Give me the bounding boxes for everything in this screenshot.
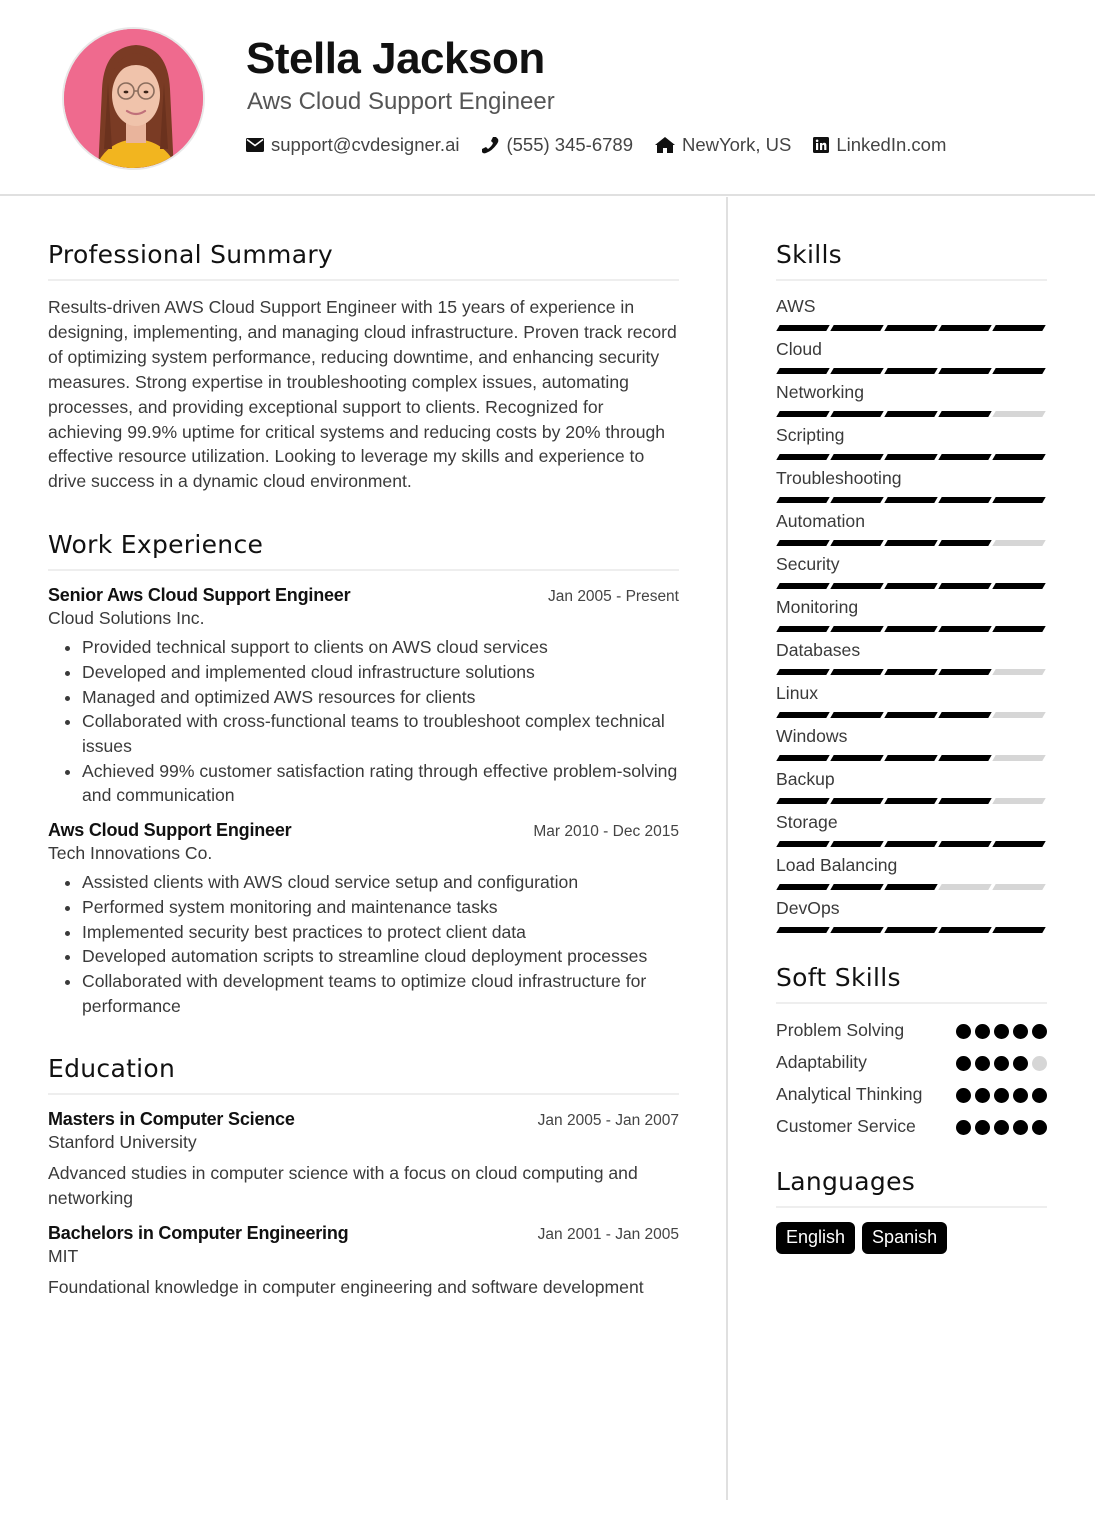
level-segment-filled — [938, 712, 991, 718]
rating-dot-filled — [956, 1024, 971, 1039]
skill-item — [776, 854, 1047, 890]
skill-item — [776, 596, 1047, 632]
skills-list — [776, 295, 1047, 933]
skill-level-bar — [776, 368, 1047, 374]
level-segment-filled — [776, 454, 829, 460]
rating-dot-filled — [975, 1120, 990, 1135]
rating-dot-filled — [1032, 1024, 1047, 1039]
level-segment-empty — [992, 712, 1045, 718]
skill-name: Cloud — [776, 339, 822, 359]
sidebar-column — [776, 240, 1047, 1254]
level-segment-filled — [938, 583, 991, 589]
education-section — [48, 1054, 679, 1299]
soft-skills-section — [776, 963, 1047, 1139]
envelope-icon — [246, 138, 264, 152]
level-segment-filled — [830, 411, 883, 417]
level-segment-filled — [938, 927, 991, 933]
level-segment-filled — [884, 798, 937, 804]
skill-item — [776, 381, 1047, 417]
level-segment-filled — [884, 712, 937, 718]
level-segment-filled — [830, 454, 883, 460]
job-title: Aws Cloud Support Engineer — [48, 820, 292, 841]
level-segment-filled — [884, 325, 937, 331]
level-segment-filled — [992, 368, 1045, 374]
level-segment-filled — [776, 712, 829, 718]
bullet-item: • Developed automation scripts to streamline cloud deployment processes — [82, 944, 679, 969]
company-name: Tech Innovations Co. — [48, 843, 213, 864]
skill-item — [776, 424, 1047, 460]
soft-skill-item — [776, 1050, 1047, 1075]
bullet-item: • Implemented security best practices to protect client data — [82, 920, 679, 945]
level-segment-filled — [776, 841, 829, 847]
rating-dot-filled — [975, 1088, 990, 1103]
level-segment-filled — [992, 454, 1045, 460]
skills-section — [776, 240, 1047, 933]
contact-phone[interactable] — [481, 134, 633, 156]
section-divider — [776, 1002, 1047, 1004]
skill-name: Load Balancing — [776, 855, 898, 875]
skill-name: Scripting — [776, 425, 845, 445]
skill-level-bar — [776, 841, 1047, 847]
summary-text: Results-driven AWS Cloud Support Engineer with 15 years of experience in designing, implementing, and managing cloud infrastructure. Proven track record of optimizing system performance, reducing downtime, and enhancing security measures. Strong expertise in troubleshooting complex issues, automating processes, and providing exceptional support to clients. Recognized for achieving 99.9% uptime for critical systems and reducing costs by 20% through effective resource utilization. Looking to leverage my skills and experience to drive success in a dynamic cloud environment. — [48, 297, 677, 492]
skill-level-bar — [776, 927, 1047, 933]
skill-name: Security — [776, 554, 840, 574]
level-segment-empty — [992, 669, 1045, 675]
candidate-title: Aws Cloud Support Engineer — [247, 88, 555, 115]
skill-level-bar — [776, 583, 1047, 589]
rating-dot-filled — [1013, 1056, 1028, 1071]
skill-level-bar — [776, 411, 1047, 417]
level-segment-filled — [884, 841, 937, 847]
job-entry — [48, 820, 679, 1018]
bullet-item: • Performed system monitoring and maintenance tasks — [82, 895, 679, 920]
level-segment-filled — [776, 927, 829, 933]
level-segment-filled — [884, 927, 937, 933]
job-title: Senior Aws Cloud Support Engineer — [48, 585, 351, 606]
level-segment-filled — [884, 626, 937, 632]
school-name: Stanford University — [48, 1132, 197, 1153]
school-name: MIT — [48, 1245, 79, 1266]
level-segment-filled — [830, 540, 883, 546]
skill-level-bar — [776, 669, 1047, 675]
level-segment-filled — [830, 669, 883, 675]
level-segment-empty — [992, 884, 1045, 890]
section-heading: Professional Summary — [48, 240, 334, 269]
section-heading: Soft Skills — [776, 963, 901, 992]
level-segment-filled — [776, 325, 829, 331]
level-segment-filled — [884, 884, 937, 890]
skill-level-bar — [776, 626, 1047, 632]
education-dates: Jan 2001 - Jan 2005 — [537, 1225, 679, 1243]
job-bullets — [48, 635, 679, 808]
job-dates: Mar 2010 - Dec 2015 — [533, 823, 679, 841]
soft-skill-name: Adaptability — [776, 1052, 867, 1072]
level-segment-filled — [776, 798, 829, 804]
level-segment-filled — [830, 798, 883, 804]
level-segment-filled — [938, 540, 991, 546]
skill-item — [776, 295, 1047, 331]
level-segment-filled — [938, 626, 991, 632]
skill-level-bar — [776, 798, 1047, 804]
languages-list — [776, 1222, 1047, 1254]
skill-level-bar — [776, 497, 1047, 503]
skill-item — [776, 639, 1047, 675]
candidate-name: Stella Jackson — [246, 34, 545, 83]
rating-dot-filled — [1013, 1088, 1028, 1103]
section-divider — [776, 1206, 1047, 1208]
rating-dot-filled — [975, 1024, 990, 1039]
rating-dot-filled — [1032, 1088, 1047, 1103]
level-segment-filled — [992, 841, 1045, 847]
contact-linkedin[interactable] — [813, 134, 946, 156]
bullet-item: • Managed and optimized AWS resources for clients — [82, 685, 679, 710]
level-segment-filled — [884, 454, 937, 460]
level-segment-filled — [830, 325, 883, 331]
section-divider — [48, 279, 679, 281]
level-segment-filled — [992, 583, 1045, 589]
education-description: Foundational knowledge in computer engineering and software development — [48, 1276, 644, 1297]
skill-level-bar — [776, 755, 1047, 761]
level-segment-filled — [938, 798, 991, 804]
language-badge: Spanish — [862, 1222, 947, 1254]
main-column — [48, 240, 679, 1300]
level-segment-filled — [776, 540, 829, 546]
resume-header — [0, 0, 1095, 196]
level-segment-empty — [992, 411, 1045, 417]
rating-dot-filled — [994, 1088, 1009, 1103]
level-segment-empty — [992, 540, 1045, 546]
bullet-item: • Provided technical support to clients on AWS cloud services — [82, 635, 679, 660]
job-dates: Jan 2005 - Present — [548, 588, 679, 606]
level-segment-filled — [776, 497, 829, 503]
skill-item — [776, 725, 1047, 761]
rating-dot-filled — [994, 1120, 1009, 1135]
linkedin-text: LinkedIn.com — [836, 134, 947, 155]
soft-skill-name: Customer Service — [776, 1116, 916, 1136]
column-divider — [726, 197, 728, 1500]
skill-level-bar — [776, 454, 1047, 460]
job-bullets — [48, 870, 679, 1018]
level-segment-filled — [830, 583, 883, 589]
skill-name: Monitoring — [776, 597, 859, 617]
level-segment-filled — [830, 497, 883, 503]
level-segment-filled — [884, 755, 937, 761]
skill-item — [776, 553, 1047, 589]
education-entry — [48, 1223, 679, 1300]
bullet-item: • Collaborated with development teams to optimize cloud infrastructure for performance — [82, 969, 679, 1018]
degree-title: Bachelors in Computer Engineering — [48, 1222, 349, 1243]
skill-name: Databases — [776, 640, 861, 660]
rating-dot-filled — [975, 1056, 990, 1071]
rating-dot-filled — [994, 1056, 1009, 1071]
skill-item — [776, 768, 1047, 804]
bullet-item: • Achieved 99% customer satisfaction rating through effective problem-solving and communication — [82, 759, 679, 808]
level-segment-filled — [776, 368, 829, 374]
language-badge: English — [776, 1222, 855, 1254]
degree-title: Masters in Computer Science — [48, 1109, 295, 1130]
contact-email[interactable] — [246, 134, 459, 156]
level-segment-filled — [830, 755, 883, 761]
skill-item — [776, 811, 1047, 847]
skill-item — [776, 682, 1047, 718]
level-segment-filled — [884, 411, 937, 417]
skill-name: Networking — [776, 382, 865, 402]
linkedin-icon — [813, 137, 829, 153]
soft-skill-name: Analytical Thinking — [776, 1084, 923, 1104]
skill-name: AWS — [776, 296, 816, 316]
soft-skill-item — [776, 1114, 1047, 1139]
contact-list — [246, 134, 946, 156]
level-segment-filled — [884, 497, 937, 503]
section-divider — [48, 569, 679, 571]
level-segment-filled — [884, 583, 937, 589]
rating-dot-filled — [1013, 1120, 1028, 1135]
level-segment-filled — [776, 411, 829, 417]
professional-summary-section — [48, 240, 679, 494]
level-segment-filled — [992, 927, 1045, 933]
level-segment-filled — [830, 626, 883, 632]
level-segment-filled — [884, 669, 937, 675]
bullet-item: • Assisted clients with AWS cloud service setup and configuration — [82, 870, 679, 895]
avatar — [62, 27, 205, 170]
languages-section — [776, 1167, 1047, 1254]
skill-level-bar — [776, 540, 1047, 546]
skill-name: Storage — [776, 812, 838, 832]
rating-dot-filled — [956, 1056, 971, 1071]
level-segment-empty — [992, 755, 1045, 761]
skill-item — [776, 338, 1047, 374]
level-segment-empty — [992, 798, 1045, 804]
level-segment-filled — [830, 927, 883, 933]
level-segment-filled — [938, 325, 991, 331]
work-experience-section — [48, 530, 679, 1018]
level-segment-empty — [938, 884, 991, 890]
level-segment-filled — [938, 454, 991, 460]
skill-name: Troubleshooting — [776, 468, 902, 488]
education-entry — [48, 1109, 679, 1210]
soft-skill-item — [776, 1082, 1047, 1107]
contact-location — [655, 134, 791, 156]
soft-skill-rating — [956, 1082, 1047, 1103]
level-segment-filled — [830, 884, 883, 890]
level-segment-filled — [992, 497, 1045, 503]
level-segment-filled — [830, 712, 883, 718]
level-segment-filled — [938, 755, 991, 761]
level-segment-filled — [938, 669, 991, 675]
level-segment-filled — [992, 325, 1045, 331]
level-segment-filled — [776, 755, 829, 761]
section-heading: Languages — [776, 1167, 916, 1196]
soft-skill-item — [776, 1018, 1047, 1043]
level-segment-filled — [938, 841, 991, 847]
skill-item — [776, 467, 1047, 503]
rating-dot-filled — [994, 1024, 1009, 1039]
level-segment-filled — [830, 368, 883, 374]
rating-dot-filled — [956, 1120, 971, 1135]
section-divider — [48, 1093, 679, 1095]
level-segment-filled — [938, 411, 991, 417]
soft-skill-name: Problem Solving — [776, 1020, 905, 1040]
soft-skill-rating — [956, 1018, 1047, 1039]
section-divider — [776, 279, 1047, 281]
skill-level-bar — [776, 325, 1047, 331]
level-segment-filled — [938, 368, 991, 374]
email-text: support@cvdesigner.ai — [271, 134, 460, 155]
skill-name: Linux — [776, 683, 819, 703]
level-segment-filled — [776, 884, 829, 890]
soft-skills-list — [776, 1018, 1047, 1139]
skill-level-bar — [776, 884, 1047, 890]
rating-dot-filled — [1013, 1024, 1028, 1039]
level-segment-filled — [830, 841, 883, 847]
rating-dot-filled — [956, 1088, 971, 1103]
level-segment-filled — [938, 497, 991, 503]
level-segment-filled — [776, 669, 829, 675]
skill-name: DevOps — [776, 898, 840, 918]
profile-photo — [64, 29, 205, 170]
soft-skill-rating — [956, 1050, 1047, 1071]
phone-icon — [481, 136, 499, 154]
phone-text: (555) 345-6789 — [506, 134, 633, 155]
bullet-item: • Developed and implemented cloud infrastructure solutions — [82, 660, 679, 685]
level-segment-filled — [884, 540, 937, 546]
education-dates: Jan 2005 - Jan 2007 — [537, 1112, 679, 1130]
skill-name: Automation — [776, 511, 865, 531]
soft-skill-rating — [956, 1114, 1047, 1135]
skill-name: Backup — [776, 769, 835, 789]
bullet-item: • Collaborated with cross-functional teams to troubleshoot complex technical issues — [82, 709, 679, 758]
level-segment-filled — [884, 368, 937, 374]
skill-item — [776, 897, 1047, 933]
section-heading: Skills — [776, 240, 843, 269]
job-entry — [48, 585, 679, 808]
section-heading: Education — [48, 1054, 176, 1084]
section-heading: Work Experience — [48, 530, 264, 560]
rating-dot-filled — [1032, 1120, 1047, 1135]
company-name: Cloud Solutions Inc. — [48, 608, 205, 629]
level-segment-filled — [776, 626, 829, 632]
level-segment-filled — [992, 626, 1045, 632]
level-segment-filled — [776, 583, 829, 589]
skill-item — [776, 510, 1047, 546]
rating-dot-empty — [1032, 1056, 1047, 1071]
location-text: NewYork, US — [681, 134, 792, 155]
skill-name: Windows — [776, 726, 848, 746]
home-icon — [655, 137, 675, 153]
education-description: Advanced studies in computer science with a focus on cloud computing and networking — [48, 1163, 638, 1209]
skill-level-bar — [776, 712, 1047, 718]
